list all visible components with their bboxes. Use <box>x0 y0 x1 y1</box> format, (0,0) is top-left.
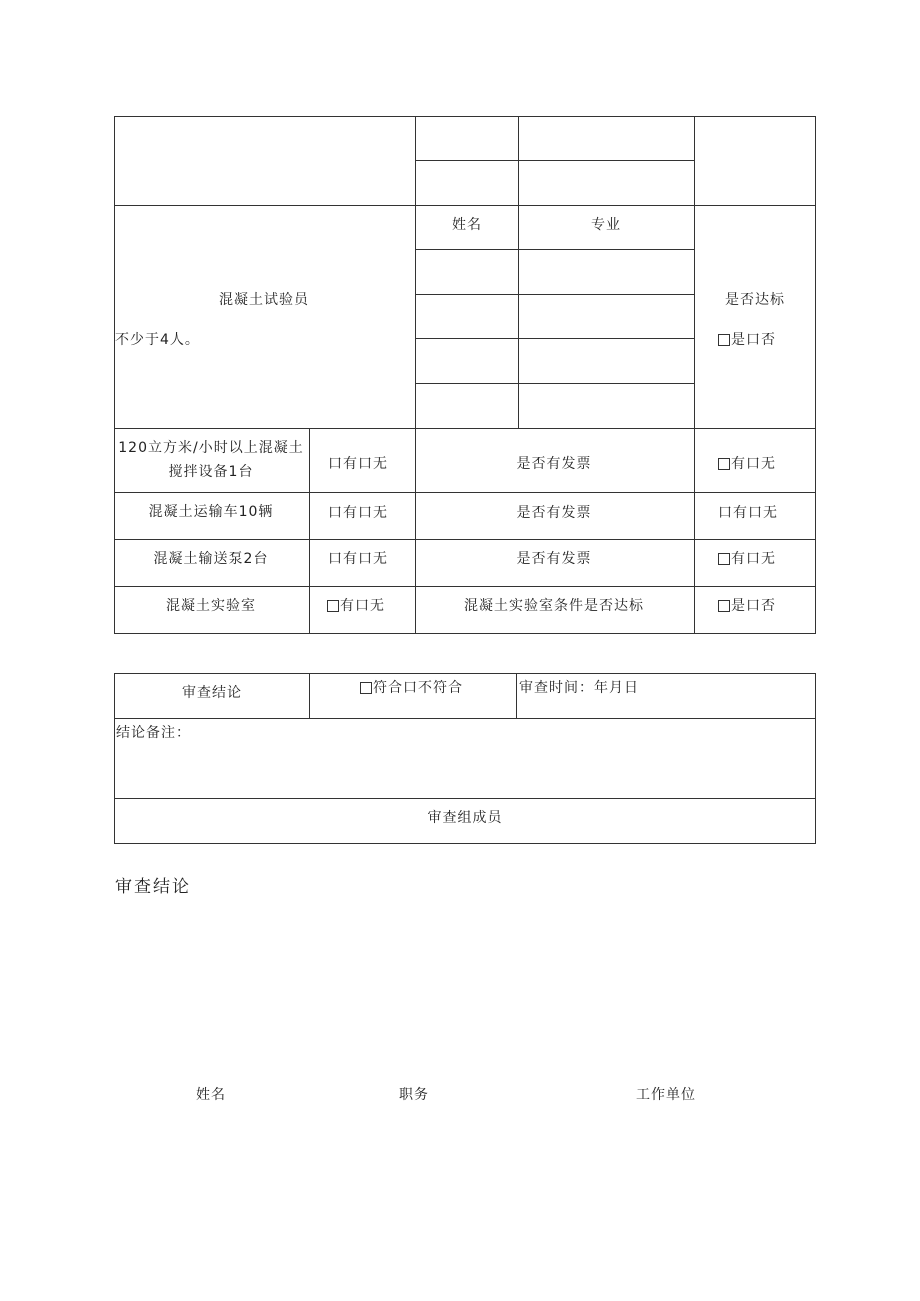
invoice-label: 是否有发票 <box>516 505 592 521</box>
item-line1: 120立方米/小时以上混凝土 <box>118 440 304 456</box>
have-option[interactable]: 有口无 <box>327 595 385 615</box>
footer-work-unit: 工作单位 <box>636 1087 696 1103</box>
have-option[interactable]: 口有口无 <box>328 456 388 472</box>
result-option[interactable]: 有口无 <box>718 548 776 568</box>
item-line2: 搅拌设备1台 <box>168 464 254 480</box>
major-header: 专业 <box>591 217 621 233</box>
item-line1: 混凝土输送泵2台 <box>153 551 269 567</box>
staff-note: 不少于4人。 <box>115 332 200 348</box>
review-time: 审查时间：年月日 <box>519 680 639 696</box>
conclusion-option[interactable]: 符合口不符合 <box>360 677 463 697</box>
invoice-label: 是否有发票 <box>516 551 592 567</box>
members-label: 审查组成员 <box>427 810 503 826</box>
result-option[interactable]: 是口否 <box>718 595 776 615</box>
standard-label: 是否达标 <box>725 292 785 308</box>
checkbox[interactable] <box>718 600 730 612</box>
have-option[interactable]: 口有口无 <box>328 505 388 521</box>
invoice-label: 是否有发票 <box>516 456 592 472</box>
checkbox[interactable] <box>327 600 339 612</box>
section-title: 审查结论 <box>115 877 191 897</box>
have-option[interactable]: 口有口无 <box>328 551 388 567</box>
remarks-label: 结论备注： <box>116 725 191 741</box>
standard-option[interactable]: 是口否 <box>718 329 776 349</box>
result-option[interactable]: 口有口无 <box>718 505 778 521</box>
checkbox[interactable] <box>718 553 730 565</box>
name-header: 姓名 <box>452 217 482 233</box>
footer-position: 职务 <box>399 1087 429 1103</box>
result-option[interactable]: 有口无 <box>718 453 776 473</box>
item-line1: 混凝土实验室 <box>166 598 256 614</box>
checkbox[interactable] <box>360 682 372 694</box>
conclusion-label: 审查结论 <box>182 685 242 701</box>
footer-name: 姓名 <box>196 1087 226 1103</box>
item-line1: 混凝土运输车10辆 <box>148 504 274 520</box>
staff-label: 混凝土试验员 <box>219 292 309 308</box>
checkbox[interactable] <box>718 458 730 470</box>
checkbox[interactable] <box>718 334 730 346</box>
invoice-label: 混凝土实验室条件是否达标 <box>464 598 644 614</box>
